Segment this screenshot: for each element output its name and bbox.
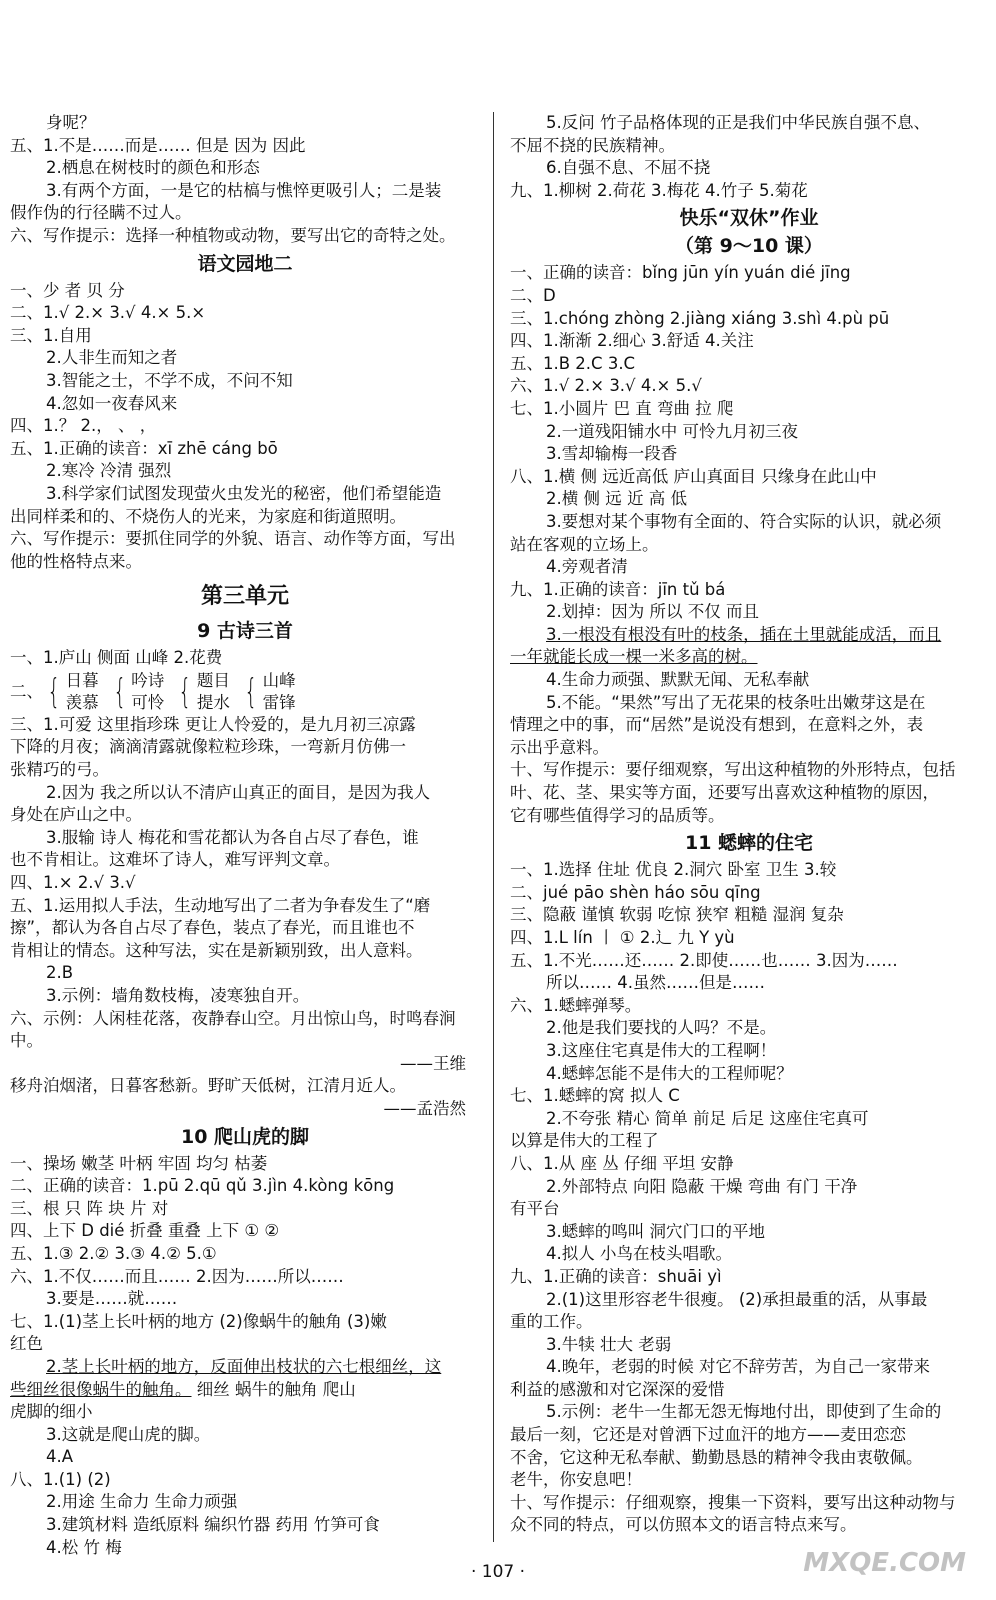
answer-line: 3.建筑材料 造纸原料 编织竹器 药用 竹笋可食 [46, 1515, 380, 1535]
underlined-text: 2.茎上长叶柄的地方，反面伸出枝状的六七根细丝，这 [46, 1356, 442, 1376]
answer-line: 2.一道残阳铺水中 可怜九月初三夜 [546, 421, 798, 441]
answer-line: 2.划掉：因为 所以 不仅 而且 [546, 602, 759, 622]
answer-line: 三、1.自用 [10, 325, 92, 345]
answer-line: 不屈不挠的民族精神。 [510, 135, 675, 155]
page-number: · 107 · [470, 1562, 526, 1582]
answer-line: 2.外部特点 向阳 隐蔽 干燥 弯曲 有门 干净 [546, 1176, 858, 1196]
word: 羡慕 [65, 692, 99, 712]
brace-icon: { [47, 671, 61, 712]
answer-line: 站在客观的立场上。 [510, 534, 659, 554]
word: 山峰 [262, 670, 296, 690]
answer-line: 4.晚年，老弱的时候 对它不辞劳苦，为自己一家带来 [546, 1357, 930, 1377]
answer-line: 4.旁观者清 [546, 557, 628, 577]
answer-line: 以算是伟大的工程了 [510, 1131, 659, 1151]
answer-line: 六、示例：人闲桂花落，夜静春山空。月出惊山鸟，时鸣春涧 [10, 1008, 456, 1028]
word: 雷锋 [262, 692, 296, 712]
answer-line: 他的性格特点来。 [10, 551, 142, 571]
answer-line: 3.这座住宅真是伟大的工程啊！ [546, 1040, 777, 1060]
answer-line: 2.寒冷 冷清 强烈 [46, 461, 172, 481]
answer-line: 身呢？ [46, 113, 96, 132]
answer-line: 也不肯相让。这难坏了诗人，难写评判文章。 [10, 850, 340, 870]
answer-line: 最后一刻，它还是对曾洒下过血汗的地方——麦田恋恋 [510, 1425, 906, 1445]
answer-line: 七、1.小圆片 巴 直 弯曲 拉 爬 [510, 398, 734, 418]
answer-line: 五、1.正确的读音：xī zhē cáng bō [10, 438, 278, 458]
answer-line: 3.蟋蟀的鸣叫 洞穴门口的平地 [546, 1221, 765, 1241]
answer-line: 2.用途 生命力 生命力顽强 [46, 1492, 238, 1512]
answer-line: 四、1.？ 2.， 、 ， [10, 416, 157, 436]
answer-line: 八、1.从 座 丛 仔细 平坦 安静 [510, 1153, 734, 1173]
answer-line: 红色 [10, 1334, 43, 1354]
answer-line: 四、上下 D dié 折叠 重叠 上下 ① ② [10, 1221, 280, 1241]
answer-line: 肯相让的情态。这种写法，实在是新颖别致，出人意料。 [10, 940, 423, 960]
answer-line: 四、1.× 2.√ 3.√ [10, 873, 136, 893]
answer-line: 5.反问 竹子品格体现的正是我们中华民族自强不息、 [546, 113, 930, 132]
section-subtitle: （第 9～10 课） [675, 235, 823, 258]
answer-line: 情理之中的事，而“居然”是说没有想到，在意料之外，表 [510, 715, 924, 735]
word: 日暮 [65, 670, 99, 690]
answer-line: 3.示例：墙角数枝梅，凌寒独自开。 [46, 986, 310, 1005]
answer-line: 张精巧的弓。 [10, 760, 109, 780]
answer-line: 2.(1)这里形容老牛很瘦。 (2)承担最重的活，从事最 [546, 1289, 928, 1309]
word-pair [240, 670, 296, 714]
section-title: 快乐“双休”作业 [679, 207, 819, 230]
answer-line: 移舟泊烟渚，日暮客愁新。野旷天低树，江清月近人。 [10, 1076, 406, 1096]
lesson-title: 10 爬山虎的脚 [180, 1125, 310, 1148]
answer-line: 身处在庐山之中。 [10, 805, 142, 825]
answer-line: 一、少 者 贝 分 [10, 280, 125, 300]
answer-line: 九、1.正确的读音：shuāi yì [510, 1266, 722, 1286]
answer-line: 老牛，你安息吧！ [510, 1470, 642, 1490]
answer-line: 3.要想对某个事物有全面的、符合实际的认识，就必须 [546, 511, 942, 531]
unit-title: 第三单元 [200, 584, 289, 610]
answer-line: 五、1.运用拟人手法，生动地写出了二者为争春发生了“磨 [10, 895, 431, 915]
answer-line: 它有哪些值得学习的品质等。 [510, 805, 725, 825]
poem-author: ——孟浩然 [383, 1098, 466, 1118]
underlined-text: 一年就能长成一棵一米多高的树。 [510, 647, 758, 667]
answer-line: 二、jué pāo shèn háo sōu qīng [510, 882, 761, 902]
answer-line: 六、1.蟋蟀弹琴。 [510, 995, 642, 1015]
answer-line: 3.服输 诗人 梅花和雪花都认为各自占尽了春色，谁 [46, 827, 419, 847]
answer-line: 2.人非生而知之者 [46, 348, 178, 368]
word: 吟诗 [131, 670, 165, 690]
answer-line: 十、写作提示：要仔细观察，写出这种植物的外形特点，包括 [510, 760, 956, 780]
lesson-title: 9 古诗三首 [197, 620, 293, 643]
answer-line: 2.栖息在树枝时的颜色和形态 [46, 158, 260, 178]
answer-line: 2.因为 我之所以认不清庐山真正的面目，是因为我人 [46, 782, 430, 802]
answer-line: 示出乎意料。 [510, 737, 609, 757]
answer-line: 五、1.不光……还…… 2.即使……也…… 3.因为…… [510, 950, 898, 970]
answer-line: 六、1.不仅……而且…… 2.因为……所以…… [10, 1266, 344, 1286]
brace-icon: { [244, 671, 258, 712]
left-column [10, 112, 480, 1559]
section-title: 语文园地二 [197, 252, 293, 275]
answer-line: 不舍，它这种无私奉献、勤勤恳恳的精神令我由衷敬佩。 [510, 1447, 923, 1467]
answer-line: 一、1.选择 住址 优良 2.洞穴 卧室 卫生 3.较 [510, 860, 837, 880]
answer-line: 二、D [510, 285, 556, 305]
answer-line: 6.自强不息、不屈不挠 [546, 158, 711, 178]
answer-line: 3.智能之士，不学不成，不问不知 [46, 370, 293, 390]
answer-line: 4.A [46, 1447, 74, 1467]
answer-line: 所以…… 4.虽然……但是…… [546, 973, 765, 993]
word: 提水 [196, 692, 230, 712]
word-pair [109, 670, 165, 714]
answer-line [510, 624, 988, 647]
answer-line: 3.科学家们试图发现萤火虫发光的秘密，他们希望能造 [46, 483, 442, 503]
brace-group-line [10, 670, 480, 714]
answer-line: 中。 [10, 1031, 43, 1051]
answer-line: 2.横 侧 远 近 高 低 [546, 489, 687, 509]
answer-line: 三、隐蔽 谨慎 软弱 吃惊 狭窄 粗糙 湿润 复杂 [510, 905, 844, 925]
answer-line: 重的工作。 [510, 1312, 593, 1332]
answer-line: 九、1.柳树 2.荷花 3.梅花 4.竹子 5.菊花 [510, 180, 808, 200]
answer-line: 5.不能。“果然”写出了无花果的枝条吐出嫩芽这是在 [546, 692, 926, 712]
answer-line: 擦”，都认为各自占尽了春色，装点了春光，而且谁也不 [10, 918, 415, 938]
answer-line: 4.忽如一夜春风来 [46, 393, 178, 413]
answer-line: 七、1.蟋蟀的窝 拟人 C [510, 1086, 680, 1106]
word-pair [43, 670, 99, 714]
answer-line: 一、1.庐山 侧面 山峰 2.花费 [10, 648, 223, 668]
answer-line: 叶、花、茎、果实等方面，还要写出喜欢这种植物的原因， [510, 783, 939, 803]
answer-line: 三、根 只 阵 块 片 对 [10, 1198, 169, 1218]
answer-line: 三、1.chóng zhòng 2.jiàng xiáng 3.shì 4.pù pū [510, 308, 890, 328]
answer-line: 3.要是……就…… [46, 1289, 178, 1309]
answer-line: 九、1.正确的读音：jīn tǔ bá [510, 579, 726, 599]
answer-line: 2.他是我们要找的人吗？不是。 [546, 1018, 777, 1038]
answer-line: 假作伪的行径瞒不过人。 [10, 203, 192, 223]
answer-line: 四、1.渐渐 2.细心 3.舒适 4.关注 [510, 331, 754, 351]
answer-line: 三、1.可爱 这里指珍珠 更让人怜爱的，是九月初三凉露 [10, 714, 416, 734]
answer-line: 下降的月夜；滴滴清露就像粒粒珍珠，一弯新月仿佛一 [10, 737, 406, 757]
answer-line: 4.生命力顽强、默默无闻、无私奉献 [546, 670, 810, 690]
answer-line: 3.雪却输梅一段香 [546, 444, 678, 464]
brace-icon: { [112, 671, 126, 712]
answer-line: 利益的感激和对它深深的爱惜 [510, 1379, 725, 1399]
poem-author: ——王维 [400, 1053, 466, 1073]
answer-line: 4.蟋蟀怎能不是伟大的工程师呢？ [546, 1063, 793, 1083]
underlined-text: 些细丝很像蜗牛的触角。 [10, 1379, 192, 1399]
answer-line: 一、正确的读音：bǐng jūn yín yuán dié jīng [510, 263, 851, 283]
item-number: 二、 [10, 681, 43, 701]
answer-line: 众不同的特点，可以仿照本文的语言特点来写。 [510, 1515, 857, 1535]
answer-line: 五、1.不是……而是…… 但是 因为 因此 [10, 135, 306, 155]
answer-line: 一、操场 嫩茎 叶柄 牢固 均匀 枯萎 [10, 1153, 268, 1173]
answer-line [10, 1379, 480, 1402]
column-divider [493, 112, 494, 1542]
answer-line: 3.牛犊 壮大 老弱 [546, 1334, 672, 1354]
answer-line: 出同样柔和的、不烧伤人的光来，为家庭和街道照明。 [10, 506, 406, 526]
lesson-title: 11 蟋蟀的住宅 [684, 832, 814, 855]
answer-line [510, 646, 988, 669]
answer-text: 细丝 蜗牛的触角 爬山 [191, 1379, 356, 1399]
answer-line: 七、1.(1)茎上长叶柄的地方 (2)像蜗牛的触角 (3)嫩 [10, 1311, 387, 1331]
answer-line: 四、1.L lín 丨 ① 2.辶 九 Y yù [510, 928, 735, 947]
answer-line: 六、1.√ 2.× 3.√ 4.× 5.√ [510, 376, 702, 396]
answer-line: 五、1.③ 2.② 3.③ 4.② 5.① [10, 1243, 217, 1263]
answer-line: 二、1.√ 2.× 3.√ 4.× 5.× [10, 303, 206, 323]
answer-line: 2.不夸张 精心 简单 前足 后足 这座住宅真可 [546, 1108, 869, 1128]
answer-line: 3.有两个方面，一是它的枯槁与憔悴更吸引人；二是装 [46, 180, 442, 200]
watermark: MXQE.COM [803, 1548, 966, 1578]
answer-line: 5.示例：老牛一生都无怨无悔地付出，即使到了生命的 [546, 1402, 942, 1422]
underlined-text: 3.一根没有根没有叶的枝条，插在土里就能成活，而且 [546, 624, 942, 644]
word-pair [174, 670, 230, 714]
answer-line [10, 1356, 480, 1379]
answer-line: 二、正确的读音：1.pū 2.qū qǔ 3.jìn 4.kòng kōng [10, 1176, 395, 1196]
word: 可怜 [131, 692, 165, 712]
answer-line: 八、1.(1) (2) [10, 1469, 111, 1489]
brace-icon: { [178, 671, 192, 712]
word: 题目 [196, 670, 230, 690]
answer-line: 五、1.B 2.C 3.C [510, 353, 636, 373]
answer-line: 虎脚的细小 [10, 1402, 93, 1422]
answer-line: 八、1.横 侧 远近高低 庐山真面目 只缘身在此山中 [510, 466, 877, 486]
answer-line: 4.松 竹 梅 [46, 1537, 122, 1557]
right-column [510, 112, 988, 1537]
answer-line: 2.B [46, 963, 74, 983]
answer-line: 六、写作提示：选择一种植物或动物，要写出它的奇特之处。 [10, 225, 456, 245]
answer-line: 3.这就是爬山虎的脚。 [46, 1424, 211, 1444]
answer-line: 六、写作提示：要抓住同学的外貌、语言、动作等方面，写出 [10, 529, 456, 549]
answer-line: 十、写作提示：仔细观察，搜集一下资料，要写出这种动物与 [510, 1492, 956, 1512]
answer-line: 4.拟人 小鸟在枝头唱歌。 [546, 1244, 732, 1264]
answer-line: 有平台 [510, 1199, 560, 1219]
